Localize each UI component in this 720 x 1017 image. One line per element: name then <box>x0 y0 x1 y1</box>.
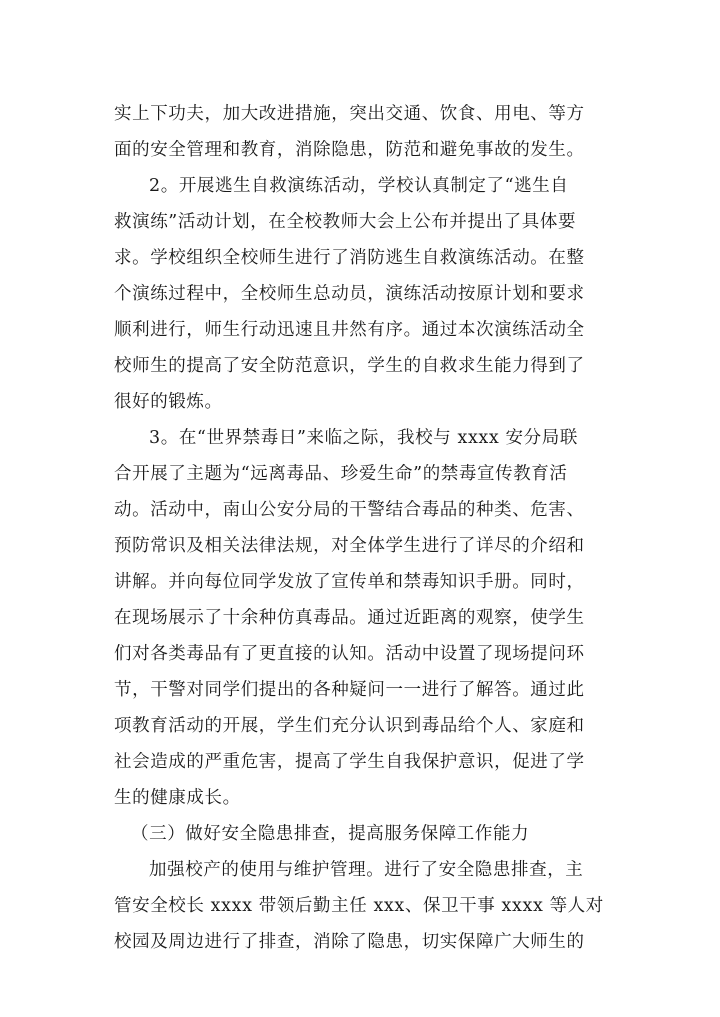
text-line: 管安全校长 xxxx 带领后勤主任 xxx、保卫干事 xxxx 等人对 <box>114 896 604 916</box>
text-line: 动。活动中，南山公安分局的干警结合毒品的种类、危害、 <box>114 500 585 520</box>
text-line: 合开展了主题为“远离毒品、珍爱生命”的禁毒宣传教育活 <box>114 464 568 484</box>
text-line: 救演练”活动计划，在全校教师大会上公布并提出了具体要 <box>114 212 577 232</box>
text-line: 项教育活动的开展，学生们充分认识到毒品给个人、家庭和 <box>114 716 585 736</box>
paragraph-start-line: 2。开展逃生自救演练活动，学校认真制定了“逃生自 <box>149 176 569 196</box>
text-line: 很好的锻炼。 <box>114 392 223 412</box>
text-line: 个演练过程中，全校师生总动员，演练活动按原计划和要求 <box>114 284 585 304</box>
text-line: 预防常识及相关法律法规，对全体学生进行了详尽的介绍和 <box>114 536 585 556</box>
text-line: 节，干警对同学们提出的各种疑问一一进行了解答。通过此 <box>114 680 585 700</box>
paragraph-start-line: 3。在“世界禁毒日”来临之际，我校与 xxxx 安分局联 <box>149 428 578 448</box>
text-line: 顺利进行，师生行动迅速且井然有序。通过本次演练活动全 <box>114 320 585 340</box>
text-line: 讲解。并向每位同学发放了宣传单和禁毒知识手册。同时， <box>114 572 585 592</box>
text-line: 实上下功夫，加大改进措施，突出交通、饮食、用电、等方 <box>114 104 585 124</box>
text-line: 求。学校组织全校师生进行了消防逃生自救演练活动。在整 <box>114 248 585 268</box>
text-line: 校园及周边进行了排查，消除了隐患，切实保障广大师生的 <box>114 932 585 952</box>
section-heading: （三）做好安全隐患排查，提高服务保障工作能力 <box>131 824 530 844</box>
text-line: 面的安全管理和教育，消除隐患，防范和避免事故的发生。 <box>114 140 585 160</box>
text-line: 在现场展示了十余种仿真毒品。通过近距离的观察，使学生 <box>114 608 585 628</box>
text-line: 社会造成的严重危害，提高了学生自我保护意识，促进了学 <box>114 752 585 772</box>
text-line: 生的健康成长。 <box>114 788 241 808</box>
paragraph-start-line: 加强校产的使用与维护管理。进行了安全隐患排查，主 <box>149 860 584 880</box>
text-line: 们对各类毒品有了更直接的认知。活动中设置了现场提问环 <box>114 644 585 664</box>
text-line: 校师生的提高了安全防范意识，学生的自救求生能力得到了 <box>114 356 585 376</box>
